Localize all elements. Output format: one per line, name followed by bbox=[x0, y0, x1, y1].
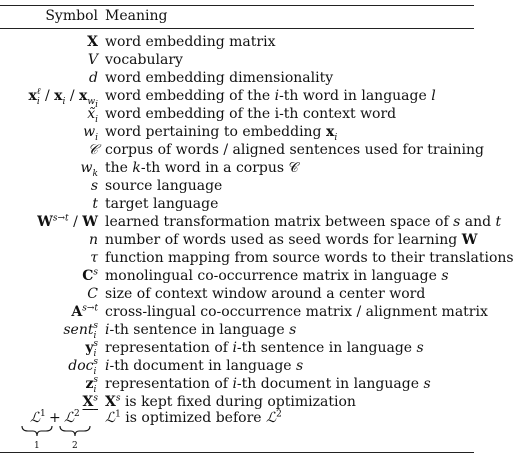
meaning-cell: corpus of words / aligned sentences used for training bbox=[105, 142, 484, 158]
symbol-cell: sent$_i^s$ bbox=[63, 321, 98, 341]
table-row bbox=[0, 357, 474, 375]
symbol-cell: doc$_i^s$ bbox=[68, 357, 98, 377]
table-row bbox=[0, 213, 502, 231]
meaning-cell: cross-lingual co-occurrence matrix / alignment matrix bbox=[105, 304, 488, 320]
table-row bbox=[0, 141, 484, 159]
meaning-cell: source language bbox=[105, 178, 223, 194]
table-row bbox=[0, 159, 474, 177]
table-row bbox=[0, 375, 474, 393]
symbol-cell: 𝒞 bbox=[87, 142, 98, 158]
symbol-cell: V bbox=[87, 52, 98, 68]
symbol-cell: $w_i$ bbox=[83, 124, 98, 143]
symbol-cell: $x_i^\ell / x_i / x_{w_i}$ bbox=[28, 87, 98, 110]
svg-text:2: 2 bbox=[74, 409, 80, 419]
symbol-cell: C bbox=[87, 286, 98, 302]
table-row bbox=[0, 87, 474, 110]
symbol-cell: $X^s$ bbox=[82, 393, 98, 410]
symbol-cell: $x̃_i$ bbox=[87, 106, 98, 125]
svg-text:1: 1 bbox=[40, 409, 46, 419]
symbol-cell: $W^{s\to t}$ / W bbox=[37, 213, 98, 230]
table-row bbox=[0, 123, 474, 141]
table-row bbox=[0, 195, 474, 213]
table-row bbox=[0, 249, 514, 267]
meaning-cell: representation of i-th document in language s bbox=[105, 376, 431, 392]
meaning-cell: monolingual co-occurrence matrix in language s bbox=[105, 268, 449, 284]
symbol-cell: $z_i^s$ bbox=[85, 375, 98, 395]
table-row bbox=[0, 177, 474, 195]
symbol-cell: t bbox=[92, 196, 98, 212]
meaning-cell: i-th sentence in language s bbox=[105, 322, 297, 338]
meaning-cell: function mapping from source words to their translations bbox=[105, 250, 514, 266]
table-row bbox=[0, 69, 474, 87]
underbrace-symbol bbox=[0, 409, 100, 451]
symbol-cell: $C^s$ bbox=[82, 267, 98, 284]
brace-label-1: 1 bbox=[34, 441, 40, 451]
meaning-cell: number of words used as seed words for learning W bbox=[105, 232, 478, 248]
meaning-cell: vocabulary bbox=[105, 52, 183, 68]
meaning-cell: size of context window around a center word bbox=[105, 286, 426, 302]
symbol-cell: $A^{s\to t}$ bbox=[71, 303, 98, 320]
meaning-cell: $X^s$ is kept fixed during optimization bbox=[105, 393, 356, 410]
table-row bbox=[0, 105, 474, 123]
table-row bbox=[0, 303, 488, 321]
symbol-cell: $y_i^s$ bbox=[85, 339, 98, 359]
top-rule bbox=[0, 5, 474, 6]
header-row bbox=[0, 7, 474, 25]
meaning-cell: learned transformation matrix between space of s and t bbox=[105, 214, 502, 230]
header-rule bbox=[0, 28, 474, 29]
table-row bbox=[0, 33, 474, 51]
symbol-cell: n bbox=[88, 232, 98, 248]
svg-text:+: + bbox=[49, 410, 61, 426]
table-row bbox=[0, 321, 474, 339]
meaning-cell: word embedding of the i-th word in language l bbox=[105, 88, 436, 104]
table-row bbox=[0, 267, 474, 285]
meaning-cell: word embedding of the i-th context word bbox=[105, 106, 397, 122]
meaning-cell: ℒ$^1$ is optimized before ℒ$^2$ bbox=[105, 409, 282, 426]
table-row bbox=[0, 231, 478, 249]
symbol-cell: s bbox=[90, 178, 98, 194]
symbol-cell: τ bbox=[90, 250, 98, 266]
meaning-cell: word pertaining to embedding $x_i$ bbox=[105, 124, 338, 143]
svg-text:ℒ: ℒ bbox=[64, 410, 75, 426]
symbol-cell: $w_k$ bbox=[80, 160, 98, 179]
table-row bbox=[0, 285, 474, 303]
svg-text:ℒ: ℒ bbox=[30, 410, 41, 426]
symbol-cell: d bbox=[89, 70, 98, 86]
meaning-cell: the k-th word in a corpus 𝒞 bbox=[105, 160, 299, 176]
meaning-cell: i-th document in language s bbox=[105, 358, 304, 374]
meaning-cell: target language bbox=[105, 196, 219, 212]
table-row bbox=[0, 409, 474, 451]
meaning-cell: word embedding matrix bbox=[105, 34, 276, 50]
table-row bbox=[0, 339, 474, 357]
meaning-cell: word embedding dimensionality bbox=[105, 70, 334, 86]
header-symbol: Symbol bbox=[45, 8, 98, 24]
symbol-cell: X bbox=[87, 34, 98, 50]
bottom-rule bbox=[0, 452, 474, 453]
table-row bbox=[0, 51, 474, 69]
header-meaning: Meaning bbox=[105, 8, 168, 24]
meaning-cell: representation of i-th sentence in language s bbox=[105, 340, 424, 356]
brace-label-2: 2 bbox=[72, 441, 78, 451]
